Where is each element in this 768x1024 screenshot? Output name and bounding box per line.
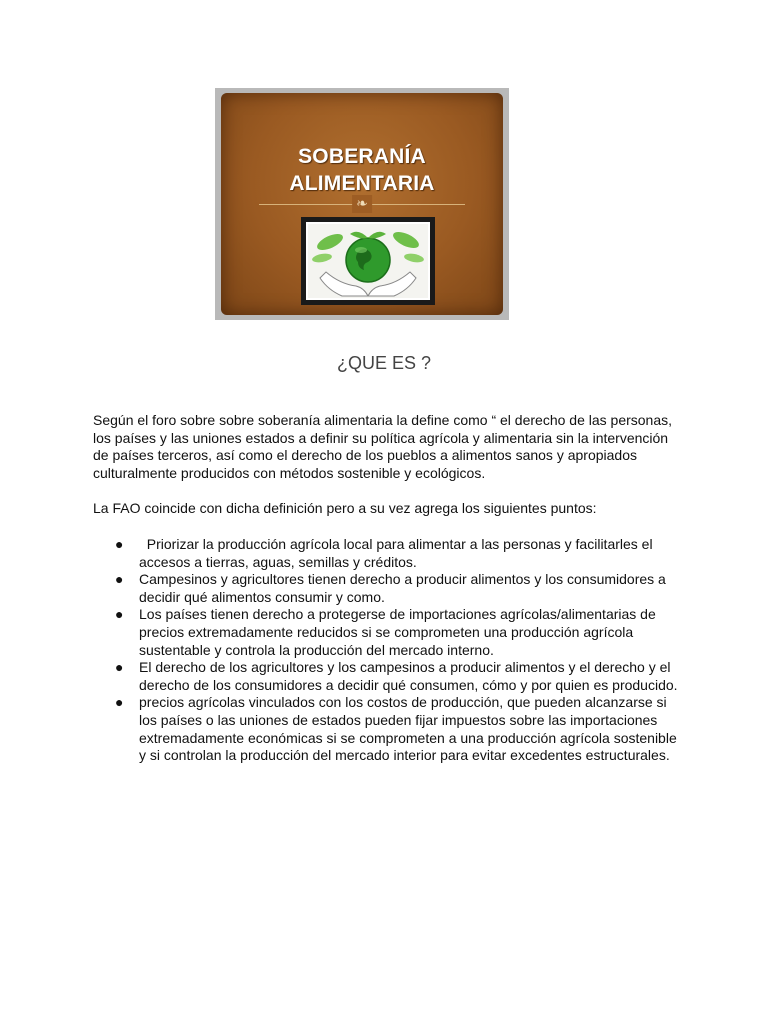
list-item bbox=[93, 571, 683, 606]
bullet-icon: ● bbox=[115, 536, 124, 552]
list-item-text: precios agrícolas vinculados con los costos de producción, que pueden alcanzarse si los países o las uniones de estados pueden fijar impuestos sobre las importaciones extremadamente económicas si se comprometen a una producción agrícola sostenible y si controlan la producción del mercado interior para evitar excedentes estructurales. bbox=[139, 694, 677, 764]
cover-title-line1: SOBERANÍA bbox=[298, 145, 426, 168]
list-item-text: El derecho de los agricultores y los campesinos a producir alimentos y el derecho y el derecho de los consumidores a decidir qué consumen, cómo y por quien es producido. bbox=[139, 659, 678, 693]
bullet-icon: ● bbox=[115, 606, 124, 623]
ornament-icon: ❧ bbox=[352, 195, 372, 213]
list-item bbox=[93, 694, 683, 764]
list-item bbox=[93, 659, 683, 694]
globe-hands-icon bbox=[308, 224, 428, 298]
cover-photo-frame bbox=[301, 217, 435, 305]
fao-intro-paragraph: La FAO coincide con dicha definición pero a su vez agrega los siguientes puntos: bbox=[93, 500, 597, 516]
bullet-icon: ● bbox=[115, 659, 124, 676]
definition-paragraph: Según el foro sobre sobre soberanía alimentaria la define como “ el derecho de las personas, los países y las uniones estados a definir su política agrícola y alimentaria sin la intervención de países terceros, así como el derecho de los pueblos a alimentos sanos y apropiados culturalmente producidos con métodos sostenible y ecológicos. bbox=[93, 412, 673, 481]
fao-points-list bbox=[93, 536, 683, 765]
cover-title bbox=[221, 143, 503, 197]
bullet-icon: ● bbox=[115, 571, 124, 588]
list-item-text: Priorizar la producción agrícola local para alimentar a las personas y facilitarles el accesos a tierras, aguas, semillas y créditos. bbox=[139, 536, 657, 570]
cover-image bbox=[215, 88, 509, 320]
section-heading: ¿QUE ES ? bbox=[336, 353, 432, 373]
list-item bbox=[93, 606, 683, 659]
cover-title-line2: ALIMENTARIA bbox=[289, 172, 435, 195]
list-item-text: Campesinos y agricultores tienen derecho a producir alimentos y los consumidores a decidir qué alimentos consumir y como. bbox=[139, 571, 666, 605]
cover-slide bbox=[221, 93, 503, 315]
globe-in-hands-illustration bbox=[306, 222, 430, 300]
bullet-icon: ● bbox=[115, 694, 124, 711]
list-item bbox=[93, 536, 683, 571]
list-item-text: Los países tienen derecho a protegerse de importaciones agrícolas/alimentarias de precios extremadamente reducidos si se comprometen una producción agrícola sustentable y controla la producción del mercado interno. bbox=[139, 606, 656, 658]
